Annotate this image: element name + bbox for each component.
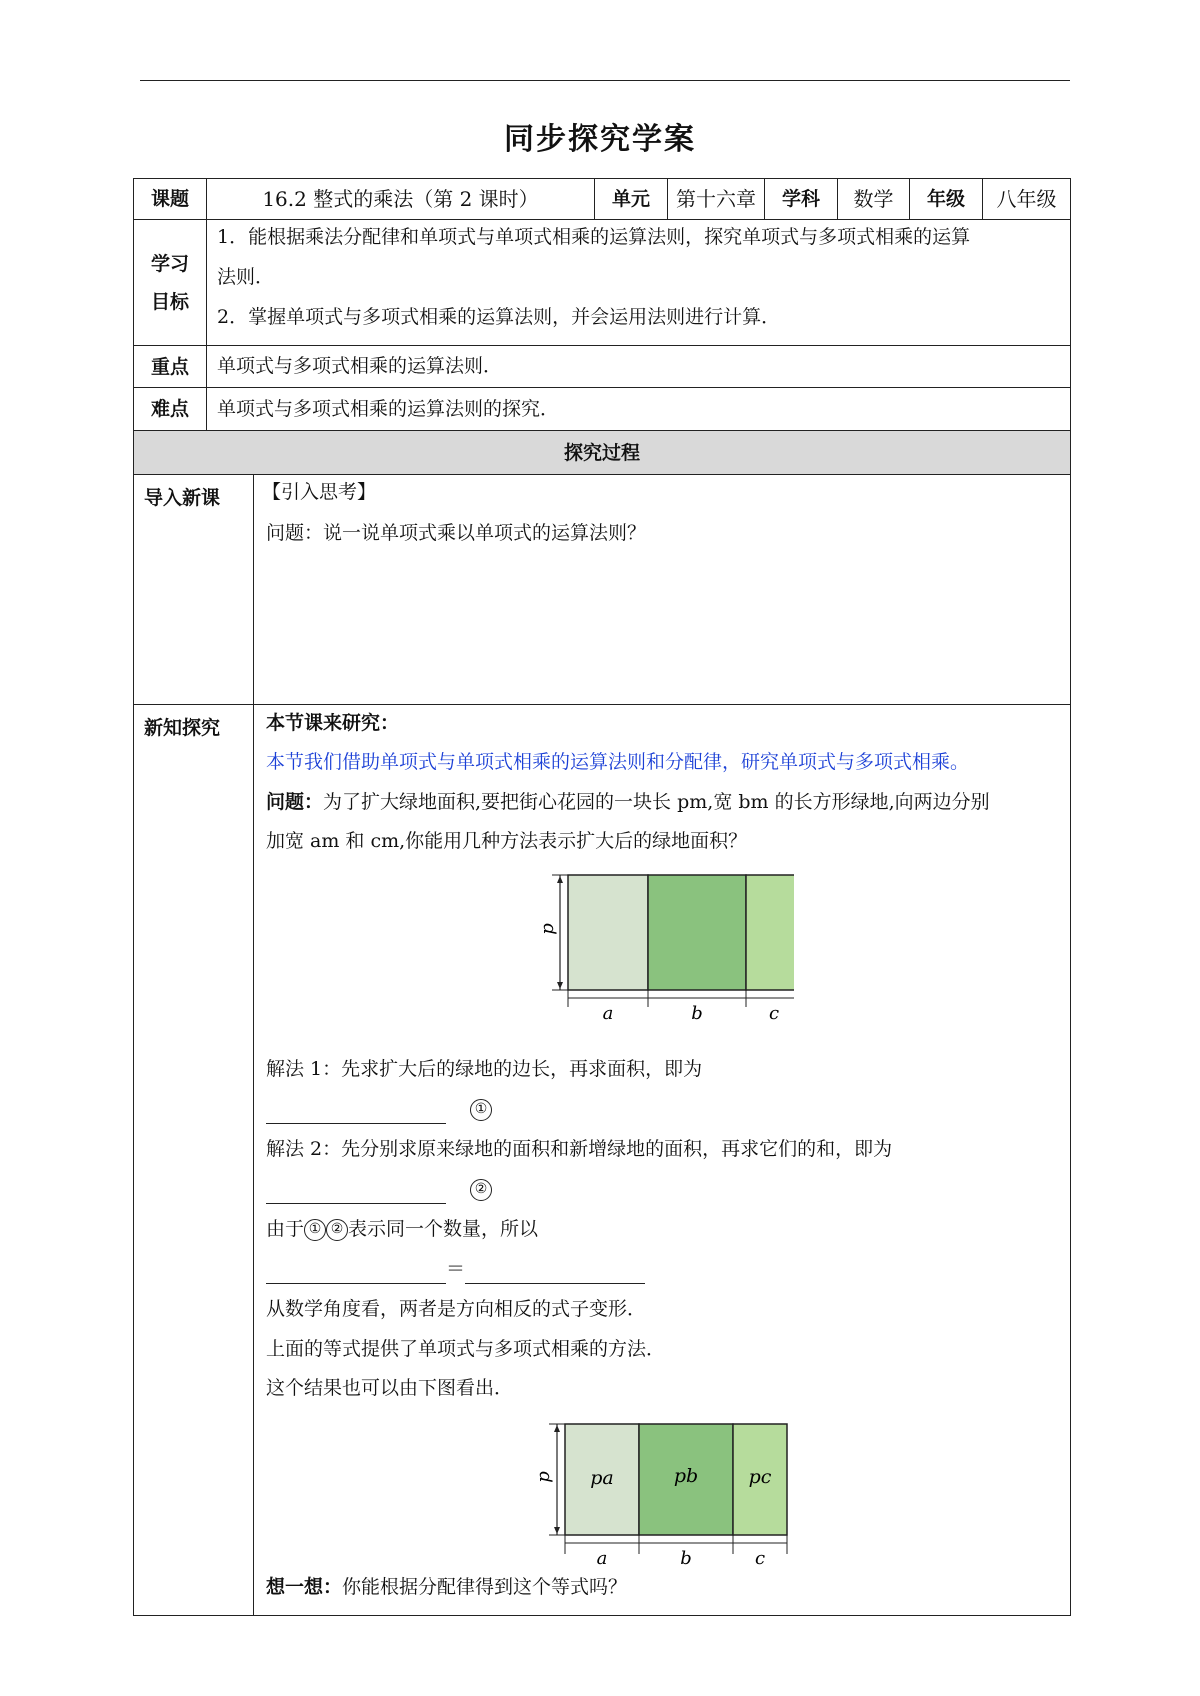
fig2-area-pa: pa <box>590 1467 614 1489</box>
equation-right-blank[interactable] <box>465 1262 645 1284</box>
figure-1 <box>534 867 794 1012</box>
fig1-rect-a <box>568 875 648 990</box>
equals-sign: ＝ <box>446 1258 466 1280</box>
answer-1-blank[interactable] <box>266 1102 446 1124</box>
intro-content <box>253 474 1071 705</box>
answer-2-row <box>266 1174 492 1204</box>
header-rule <box>140 80 1070 81</box>
fig2-area-pc: pc <box>748 1466 772 1488</box>
problem-text: 为了扩大绿地面积,要把街心花园的一块长 pm,宽 bm 的长方形绿地,向两边分别 <box>323 791 990 813</box>
since-line <box>266 1214 538 1244</box>
fig1-side-label: p <box>537 923 558 935</box>
goal-1-line2: 法则． <box>217 266 275 288</box>
difficulty-content <box>206 387 1071 431</box>
key-point-text: 单项式与多项式相乘的运算法则． <box>217 355 503 377</box>
fig2-label-b: b <box>680 1548 692 1569</box>
problem-line1 <box>266 787 990 817</box>
intro-label: 导入新课 <box>133 474 254 705</box>
remark-1: 从数学角度看，两者是方向相反的式子变形． <box>266 1298 647 1320</box>
think-label: 想一想： <box>266 1576 343 1598</box>
since-mark-1: ① <box>304 1219 326 1241</box>
grade-label: 年级 <box>909 178 983 220</box>
think-line <box>266 1572 627 1602</box>
remark-2: 上面的等式提供了单项式与多项式相乘的方法． <box>266 1338 666 1360</box>
figure-1-axis-labels <box>534 1001 794 1031</box>
method-2: 解法 2：先分别求原来绿地的面积和新增绿地的面积，再求它们的和，即为 <box>266 1138 893 1160</box>
intro-heading: 【引入思考】 <box>262 481 377 503</box>
problem-label: 问题： <box>266 791 324 813</box>
difficulty-text: 单项式与多项式相乘的运算法则的探究． <box>217 398 560 420</box>
remark-3: 这个结果也可以由下图看出． <box>266 1377 514 1399</box>
intro-question: 问题：说一说单项式乘以单项式的运算法则？ <box>266 522 647 544</box>
unit-value: 第十六章 <box>667 178 765 220</box>
figure-2 <box>529 1416 789 1566</box>
key-point-content <box>206 345 1071 388</box>
method-1: 解法 1：先求扩大后的绿地的边长，再求面积，即为 <box>266 1058 703 1080</box>
fig2-area-pb: pb <box>673 1465 699 1487</box>
explore-content <box>253 704 1071 1616</box>
since-post: 表示同一个数量，所以 <box>348 1218 539 1240</box>
fig1-label-c: c <box>768 1003 780 1024</box>
answer-1-row <box>266 1094 492 1124</box>
fig1-label-a: a <box>602 1003 614 1024</box>
fig1-rect-c <box>746 875 794 990</box>
problem-line2: 加宽 am 和 cm,你能用几种方法表示扩大后的绿地面积？ <box>266 830 748 852</box>
goals-label-line2: 目标 <box>150 290 189 313</box>
goals-content <box>206 219 1071 346</box>
equation-left-blank[interactable] <box>266 1262 446 1284</box>
difficulty-label: 难点 <box>133 387 207 431</box>
explore-label: 新知探究 <box>133 704 254 1616</box>
subject-value: 数学 <box>837 178 910 220</box>
explore-blue-text: 本节我们借助单项式与单项式相乘的运算法则和分配律，研究单项式与多项式相乘。 <box>266 751 970 773</box>
fig2-label-c: c <box>754 1548 766 1569</box>
grade-value: 八年级 <box>982 178 1071 220</box>
goals-label <box>133 219 207 346</box>
topic-label: 课题 <box>133 178 207 220</box>
think-text: 你能根据分配律得到这个等式吗？ <box>342 1576 628 1598</box>
subject-label: 学科 <box>764 178 838 220</box>
explore-heading: 本节课来研究： <box>266 712 400 734</box>
fig2-label-a: a <box>596 1548 608 1569</box>
fig2-side-label: p <box>533 1471 554 1483</box>
page-title: 同步探究学案 <box>504 122 696 157</box>
mark-2: ② <box>470 1179 492 1201</box>
goal-1-line1: 1．能根据乘法分配律和单项式与单项式相乘的运算法则，探究单项式与多项式相乘的运算 <box>217 226 971 248</box>
answer-2-blank[interactable] <box>266 1182 446 1204</box>
unit-label: 单元 <box>594 178 668 220</box>
topic-value: 16.2 整式的乘法（第 2 课时） <box>206 178 595 220</box>
key-point-label: 重点 <box>133 345 207 388</box>
goals-label-line1: 学习 <box>150 252 189 275</box>
goal-2: 2．掌握单项式与多项式相乘的运算法则，并会运用法则进行计算． <box>217 306 781 328</box>
process-header: 探究过程 <box>133 430 1071 475</box>
since-pre: 由于 <box>266 1218 305 1240</box>
since-mark-2: ② <box>326 1219 348 1241</box>
fig1-label-b: b <box>691 1003 703 1024</box>
equation-row <box>266 1254 645 1284</box>
mark-1: ① <box>470 1099 492 1121</box>
fig1-rect-b <box>648 875 746 990</box>
